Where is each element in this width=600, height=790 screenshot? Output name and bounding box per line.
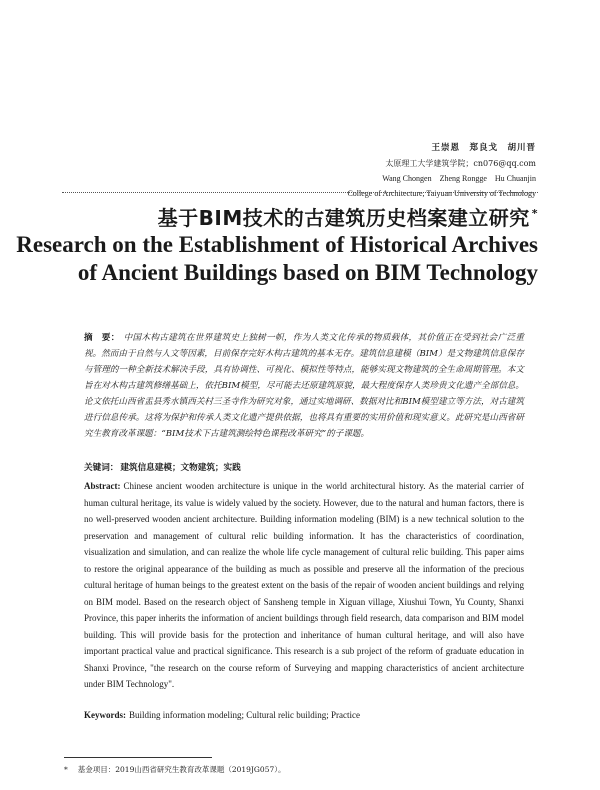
abstract-cn-text: 中国木构古建筑在世界建筑史上独树一帜，作为人类文化传承的物质载体，其价值正在受到社会广泛重视。然而由于自然与人文等因素，目前保存完好木构古建筑的基本无存。建筑信息建模（BIM）是文物建筑信息保存与管理的一种全新技术解决手段，具有协调性、可视化、模拟性等特点，能够实现文物建筑的全生命周期管理。本文旨在对木构古建筑修缮基础上，依托BIM模型，尽可能去还原建筑原貌，最大程度保存人类珍贵文化遗产全部信息。论文依托山西省盂县秀水镇西关村三圣寺作为研究对象，通过实地调研、数据对比和BIM模型建立等方法，对古建筑进行信息传承。这将为保护和传承人类文化遗产提供依据，也将具有重要的实用价值和现实意义。此研究是山西省研究生教育改革课题：“BIM技术下古建筑测绘特色课程改革研究”的子课题。 bbox=[84, 333, 524, 439]
abstract-cn bbox=[84, 330, 524, 442]
author-names-cn: 王崇恩 郑良戈 胡川晋 bbox=[431, 143, 536, 153]
affiliation-en: College of Architecture, Taiyuan University of Technology bbox=[347, 189, 536, 198]
footnote-rule bbox=[64, 757, 212, 758]
keywords-cn-text: 建筑信息建模；文物建筑；实践 bbox=[120, 463, 241, 473]
keywords-cn bbox=[84, 460, 524, 476]
abstract-cn-label: 摘 要： bbox=[84, 333, 120, 343]
title-cn-text: 基于BIM技术的古建筑历史档案建立研究 bbox=[157, 206, 530, 230]
abstract-en-label: Abstract: bbox=[84, 481, 121, 491]
title-cn bbox=[0, 202, 538, 231]
header-divider bbox=[62, 192, 538, 193]
abstract-en bbox=[84, 478, 524, 693]
keywords-cn-label: 关键词： bbox=[84, 463, 119, 473]
footnote-mark: * bbox=[64, 765, 68, 774]
title-footnote-mark: * bbox=[531, 207, 538, 221]
affiliation-cn: 太原理工大学建筑学院；cn076@qq.com bbox=[385, 159, 536, 168]
keywords-en bbox=[84, 708, 524, 723]
abstract-en-text: Chinese ancient wooden architecture is unique in the world architectural history. As the material carrier of human cultural heritage, its value is widely valued by the society. However, due to the natural and human factors, there is no well-preserved wooden ancient architecture. Building information modeling (BIM) is a new technical solution to the preservation and management of cultural relic building information. It has the characteristics of coordination, visualization and simulation, and can realize the whole life cycle management of cultural relic building. This paper aims to restore the original appearance of the building as much as possible and preserve all the information of the precious cultural heritage of human beings to the greatest extent on the basis of the repair of wooden ancient buildings and relying on BIM model. Based on the research object of Sansheng temple in Xiguan village, Xiushui Town, Yu County, Shanxi Province, this paper inherits the information of ancient buildings through field research, data comparison and BIM model building. This will provide basis for the protection and inheritance of human cultural heritage, and will also have important practical value and practical significance. This research is a sub project of the reform of graduate education in Shanxi Province, "the research on the course reform of Surveying and mapping characteristics of ancient architecture under BIM Technology". bbox=[84, 481, 524, 689]
author-names-en: Wang Chongen Zheng Rongge Hu Chuanjin bbox=[382, 174, 536, 183]
title-en-line2: of Ancient Buildings based on BIM Technology bbox=[77, 260, 538, 285]
footnote-text: 基金项目：2019山西省研究生教育改革课题（2019JG057）。 bbox=[77, 765, 286, 774]
footnote bbox=[64, 764, 286, 775]
keywords-en-label: Keywords: bbox=[84, 710, 126, 720]
title-en-line1: Research on the Establishment of Historical Archives bbox=[16, 232, 538, 257]
keywords-en-text: Building information modeling; Cultural relic building; Practice bbox=[129, 710, 360, 720]
